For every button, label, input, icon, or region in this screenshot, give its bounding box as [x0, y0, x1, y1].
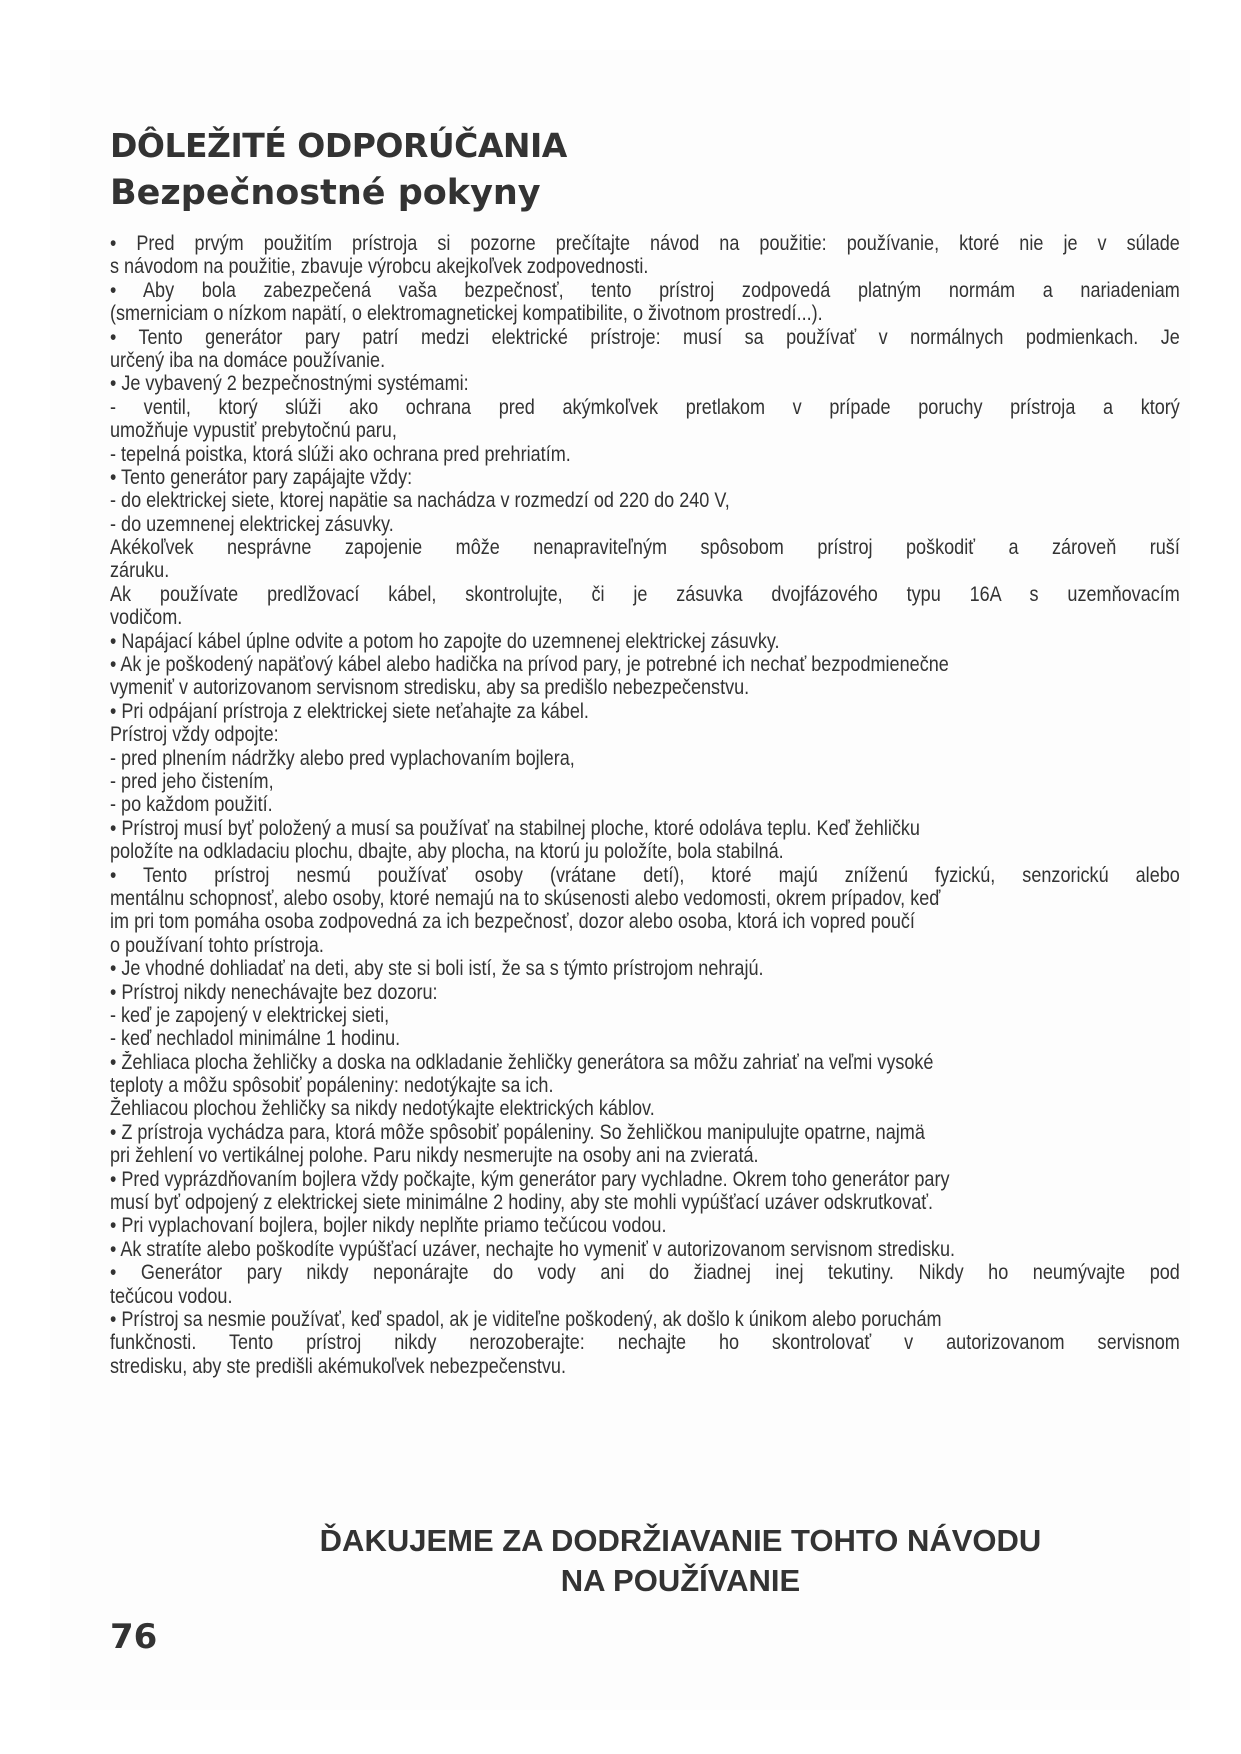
- text-line: teploty a môžu spôsobiť popáleniny: nedotýkajte sa ich.: [110, 1074, 554, 1098]
- text-line: • Pri odpájaní prístroja z elektrickej siete neťahajte za kábel.: [110, 699, 589, 723]
- text-line: Prístroj vždy odpojte:: [110, 723, 279, 747]
- text-line: - po každom použití.: [110, 793, 273, 817]
- section-title: Bezpečnostné pokyny: [110, 173, 541, 213]
- text-line: • Pred vyprázdňovaním bojlera vždy počkajte, kým generátor pary vychladne. Okrem toho generátor pary: [110, 1167, 950, 1191]
- text-line: - pred jeho čistením,: [110, 769, 274, 793]
- text-line: • Je vhodné dohliadať na deti, aby ste si boli istí, že sa s týmto prístrojom nehrajú.: [110, 957, 764, 981]
- text-line: • Tento generátor pary patrí medzi elektrické prístroje: musí sa používať v normálnych podmienkach. Je: [110, 325, 1180, 349]
- closing-line-1: ĎAKUJEME ZA DODRŽIAVANIE TOHTO NÁVODU: [319, 1523, 1042, 1558]
- text-line: funkčnosti. Tento prístroj nikdy nerozoberajte: nechajte ho skontrolovať v autorizovanom servisnom: [110, 1331, 1180, 1355]
- text-line: • Je vybavený 2 bezpečnostnými systémami:: [110, 372, 469, 396]
- text-line: • Z prístroja vychádza para, ktorá môže spôsobiť popáleniny. So žehličkou manipulujte opatrne, najmä: [110, 1120, 925, 1144]
- page-title: DÔLEŽITÉ ODPORÚČANIA: [110, 126, 567, 165]
- text-line: umožňuje vypustiť prebytočnú paru,: [110, 419, 397, 443]
- text-line: Akékoľvek nesprávne zapojenie môže nenapraviteľným spôsobom prístroj poškodiť a zároveň ruší: [110, 536, 1180, 560]
- safety-instructions: [110, 232, 1180, 1378]
- text-line: Ak používate predlžovací kábel, skontrolujte, či je zásuvka dvojfázového typu 16A s uzemňovacím: [110, 582, 1180, 606]
- text-line: pri žehlení vo vertikálnej polohe. Paru nikdy nesmerujte na osoby ani na zvieratá.: [110, 1144, 759, 1168]
- text-line: s návodom na použitie, zbavuje výrobcu akejkoľvek zodpovednosti.: [110, 255, 649, 279]
- text-line: • Generátor pary nikdy neponárajte do vody ani do žiadnej inej tekutiny. Nikdy ho neumývajte pod: [110, 1261, 1180, 1285]
- text-line: • Pred prvým použitím prístroja si pozorne prečítajte návod na použitie: používanie, ktoré nie je v súlade: [110, 232, 1180, 255]
- text-line: Žehliacou plochou žehličky sa nikdy nedotýkajte elektrických káblov.: [110, 1097, 655, 1121]
- text-line: - pred plnením nádržky alebo pred vyplachovaním bojlera,: [110, 746, 575, 770]
- page-number: 76: [110, 1617, 158, 1657]
- text-line: - keď nechladol minimálne 1 hodinu.: [110, 1027, 401, 1051]
- text-line: • Napájací kábel úplne odvite a potom ho zapojte do uzemnenej elektrickej zásuvky.: [110, 629, 780, 653]
- text-line: vymeniť v autorizovanom servisnom stredisku, aby sa predišlo nebezpečenstvu.: [110, 676, 750, 700]
- text-line: • Pri vyplachovaní bojlera, bojler nikdy neplňte priamo tečúcou vodou.: [110, 1214, 667, 1238]
- text-line: určený iba na domáce používanie.: [110, 348, 386, 372]
- text-line: (smerniciam o nízkom napätí, o elektromagnetickej kompatibilite, o životnom prostredí...).: [110, 302, 823, 326]
- text-line: • Aby bola zabezpečená vaša bezpečnosť, tento prístroj zodpovedá platným normám a nariadeniam: [110, 278, 1180, 302]
- text-line: vodičom.: [110, 606, 183, 630]
- text-line: • Prístroj musí byť položený a musí sa používať na stabilnej ploche, ktoré odoláva teplu. Keď žehličku: [110, 816, 920, 840]
- text-line: im pri tom pomáha osoba zodpovedná za ich bezpečnosť, dozor alebo osoba, ktorá ich vopred poučí: [110, 910, 915, 934]
- text-line: záruku.: [110, 559, 170, 583]
- text-line: - tepelná poistka, ktorá slúži ako ochrana pred prehriatím.: [110, 442, 571, 466]
- text-line: - do uzemnenej elektrickej zásuvky.: [110, 512, 394, 536]
- text-line: • Žehliaca plocha žehličky a doska na odkladanie žehličky generátora sa môžu zahriať na veľmi vysoké: [110, 1050, 934, 1074]
- text-line: mentálnu schopnosť, alebo osoby, ktoré nemajú na to skúsenosti alebo vedomosti, okrem prípadov, keď: [110, 886, 941, 910]
- text-line: tečúcou vodou.: [110, 1284, 233, 1308]
- text-line: • Ak stratíte alebo poškodíte vypúšťací uzáver, nechajte ho vymeniť v autorizovanom servisnom stredisku.: [110, 1237, 956, 1261]
- text-line: stredisku, aby ste predišli akémukoľvek nebezpečenstvu.: [110, 1354, 567, 1378]
- text-line: • Tento generátor pary zapájajte vždy:: [110, 465, 413, 489]
- text-line: položíte na odkladaciu plochu, dbajte, aby plocha, na ktorú ju položíte, bola stabilná.: [110, 840, 784, 864]
- closing-line-2: NA POUŽÍVANIE: [560, 1563, 801, 1598]
- text-line: - do elektrickej siete, ktorej napätie sa nachádza v rozmedzí od 220 do 240 V,: [110, 489, 730, 513]
- text-line: • Prístroj nikdy nenechávajte bez dozoru:: [110, 980, 438, 1004]
- text-line: o používaní tohto prístroja.: [110, 933, 324, 957]
- text-line: • Prístroj sa nesmie používať, keď spadol, ak je viditeľne poškodený, ak došlo k únikom alebo poruchám: [110, 1307, 942, 1331]
- text-line: • Tento prístroj nesmú používať osoby (vrátane detí), ktoré majú zníženú fyzickú, senzorickú alebo: [110, 863, 1180, 887]
- text-line: musí byť odpojený z elektrickej siete minimálne 2 hodiny, aby ste mohli vypúšťací uzáver odskrutkovať.: [110, 1191, 934, 1215]
- text-line: • Ak je poškodený napäťový kábel alebo hadička na prívod pary, je potrebné ich nechať bezpodmienečne: [110, 653, 949, 677]
- text-line: - ventil, ktorý slúži ako ochrana pred akýmkoľvek pretlakom v prípade poruchy prístroja a ktorý: [110, 395, 1180, 419]
- text-line: - keď je zapojený v elektrickej sieti,: [110, 1003, 390, 1027]
